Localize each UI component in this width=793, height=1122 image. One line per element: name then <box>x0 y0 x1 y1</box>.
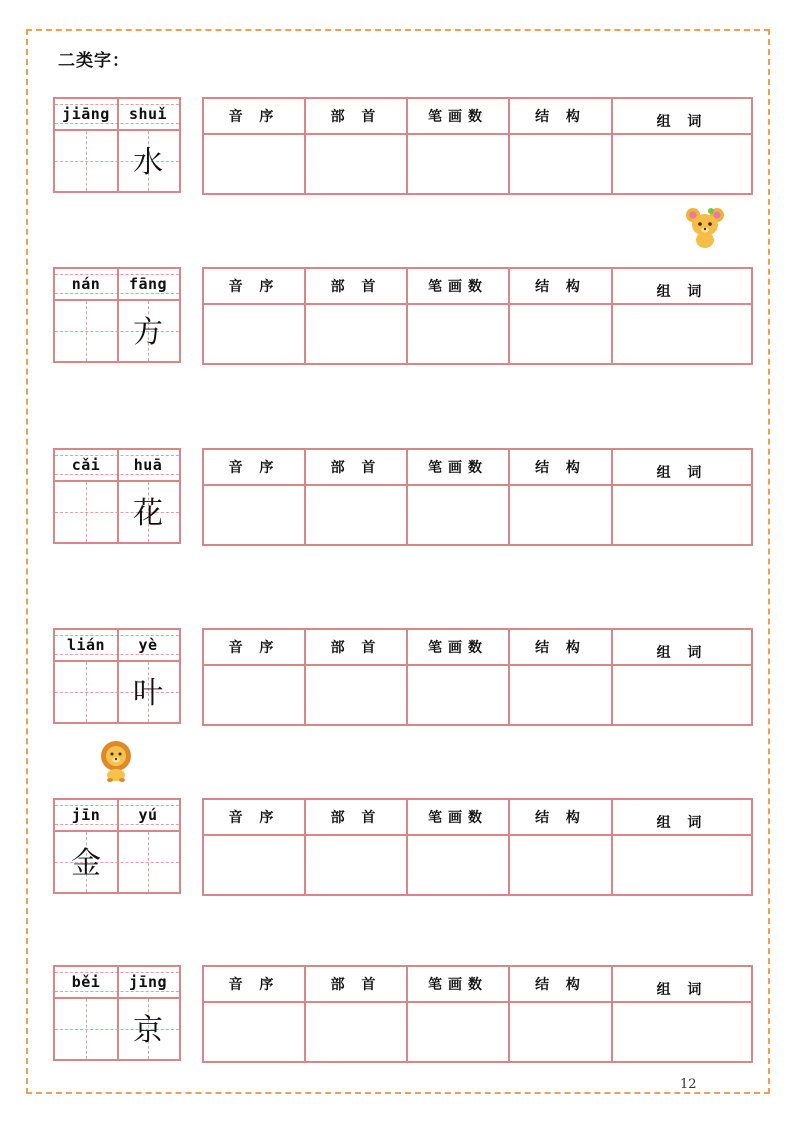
header-bihuashu: 笔画数 <box>407 629 509 665</box>
answer-jiegou[interactable] <box>509 304 612 364</box>
hanzi-right: 叶 <box>133 676 163 711</box>
char-row <box>0 798 793 898</box>
pinyin-left: cǎi <box>71 456 101 474</box>
pinyin-right: huā <box>133 456 163 474</box>
lion-sticker-icon <box>98 740 134 782</box>
answer-zuci[interactable] <box>612 835 752 895</box>
header-yinxu: 音 序 <box>203 98 305 134</box>
header-zuci: 组 词 <box>612 966 752 1002</box>
answer-bushou[interactable] <box>305 485 407 545</box>
pinyin-left: jiāng <box>62 105 110 123</box>
answer-jiegou[interactable] <box>509 1002 612 1062</box>
char-row <box>0 628 793 728</box>
bear-sticker-icon <box>683 205 727 249</box>
answer-bihuashu[interactable] <box>407 304 509 364</box>
header-bihuashu: 笔画数 <box>407 449 509 485</box>
header-bushou: 部 首 <box>305 799 407 835</box>
pinyin-right: shuǐ <box>128 105 168 123</box>
header-yinxu: 音 序 <box>203 799 305 835</box>
hanzi-right: 水 <box>133 145 163 180</box>
header-jiegou: 结 构 <box>509 799 612 835</box>
tianzige-grid <box>53 267 181 363</box>
answer-bushou[interactable] <box>305 134 407 194</box>
pinyin-right: fāng <box>128 275 168 293</box>
header-bushou: 部 首 <box>305 449 407 485</box>
answer-zuci[interactable] <box>612 304 752 364</box>
answer-bushou[interactable] <box>305 835 407 895</box>
answer-yinxu[interactable] <box>203 485 305 545</box>
answer-bushou[interactable] <box>305 304 407 364</box>
answer-jiegou[interactable] <box>509 665 612 725</box>
char-info-table <box>202 628 753 726</box>
tianzige-grid <box>53 798 181 894</box>
header-bushou: 部 首 <box>305 268 407 304</box>
char-row <box>0 97 793 197</box>
pinyin-left: nán <box>71 275 101 293</box>
char-info-table <box>202 267 753 365</box>
answer-yinxu[interactable] <box>203 665 305 725</box>
pinyin-right: yè <box>138 636 158 654</box>
page-title: 二类字： <box>58 51 130 71</box>
header-zuci: 组 词 <box>612 98 752 134</box>
header-jiegou: 结 构 <box>509 629 612 665</box>
header-zuci: 组 词 <box>612 449 752 485</box>
header-bihuashu: 笔画数 <box>407 799 509 835</box>
char-row <box>0 448 793 548</box>
answer-zuci[interactable] <box>612 665 752 725</box>
char-row <box>0 965 793 1065</box>
answer-zuci[interactable] <box>612 485 752 545</box>
tianzige-grid <box>53 448 181 544</box>
answer-bihuashu[interactable] <box>407 1002 509 1062</box>
header-yinxu: 音 序 <box>203 966 305 1002</box>
pinyin-right: yú <box>138 806 158 824</box>
answer-yinxu[interactable] <box>203 1002 305 1062</box>
header-yinxu: 音 序 <box>203 268 305 304</box>
header-bihuashu: 笔画数 <box>407 966 509 1002</box>
header-bushou: 部 首 <box>305 966 407 1002</box>
header-jiegou: 结 构 <box>509 98 612 134</box>
answer-yinxu[interactable] <box>203 134 305 194</box>
answer-yinxu[interactable] <box>203 304 305 364</box>
answer-jiegou[interactable] <box>509 485 612 545</box>
pinyin-left: lián <box>66 636 106 654</box>
answer-yinxu[interactable] <box>203 835 305 895</box>
tianzige-grid <box>53 965 181 1061</box>
header-jiegou: 结 构 <box>509 268 612 304</box>
pinyin-left: jīn <box>71 806 101 824</box>
answer-bushou[interactable] <box>305 1002 407 1062</box>
header-bihuashu: 笔画数 <box>407 98 509 134</box>
answer-bushou[interactable] <box>305 665 407 725</box>
header-zuci: 组 词 <box>612 629 752 665</box>
header-zuci: 组 词 <box>612 799 752 835</box>
answer-bihuashu[interactable] <box>407 134 509 194</box>
header-bushou: 部 首 <box>305 98 407 134</box>
answer-bihuashu[interactable] <box>407 485 509 545</box>
pinyin-right: jīng <box>128 973 168 991</box>
answer-bihuashu[interactable] <box>407 835 509 895</box>
pinyin-left: běi <box>71 973 101 991</box>
hanzi-left: 金 <box>71 846 101 881</box>
char-info-table <box>202 965 753 1063</box>
hanzi-right: 花 <box>133 496 163 531</box>
answer-jiegou[interactable] <box>509 835 612 895</box>
answer-zuci[interactable] <box>612 1002 752 1062</box>
tianzige-grid <box>53 628 181 724</box>
hanzi-right: 京 <box>133 1013 163 1048</box>
header-bihuashu: 笔画数 <box>407 268 509 304</box>
tianzige-grid <box>53 97 181 193</box>
answer-bihuashu[interactable] <box>407 665 509 725</box>
answer-zuci[interactable] <box>612 134 752 194</box>
header-jiegou: 结 构 <box>509 449 612 485</box>
header-jiegou: 结 构 <box>509 966 612 1002</box>
header-yinxu: 音 序 <box>203 449 305 485</box>
answer-jiegou[interactable] <box>509 134 612 194</box>
char-info-table <box>202 448 753 546</box>
header-yinxu: 音 序 <box>203 629 305 665</box>
page-number: 12 <box>680 1077 697 1092</box>
header-bushou: 部 首 <box>305 629 407 665</box>
char-info-table <box>202 798 753 896</box>
hanzi-right: 方 <box>133 315 163 350</box>
char-row <box>0 267 793 367</box>
char-info-table <box>202 97 753 195</box>
header-zuci: 组 词 <box>612 268 752 304</box>
